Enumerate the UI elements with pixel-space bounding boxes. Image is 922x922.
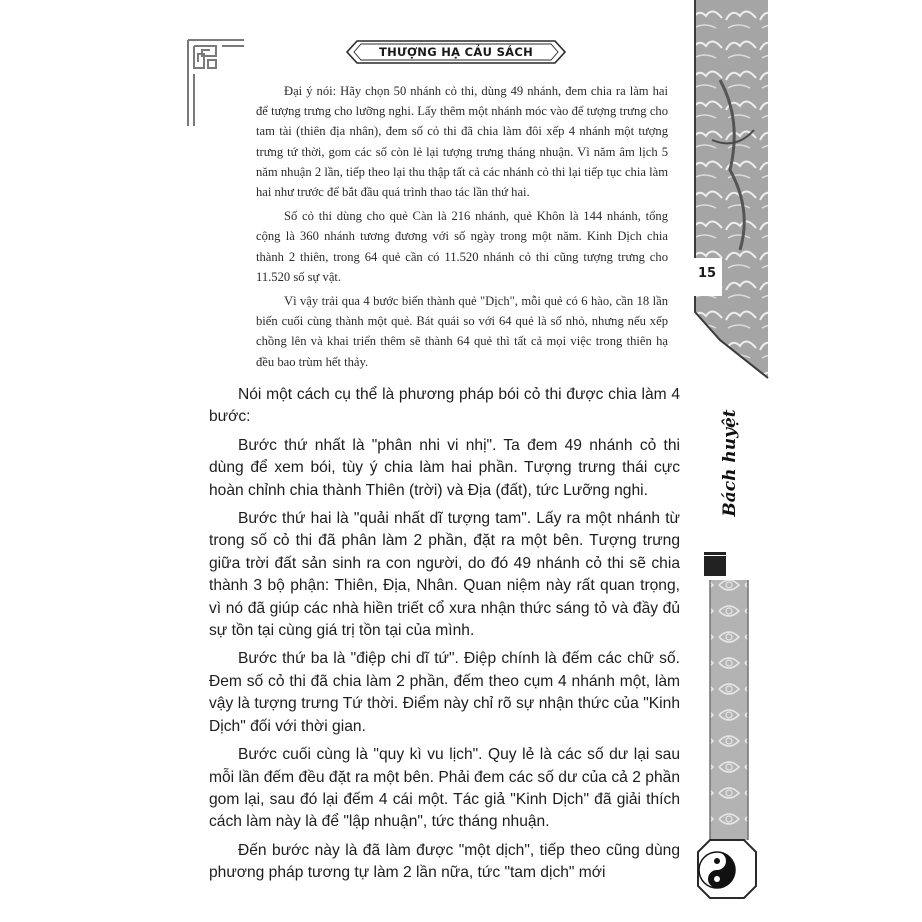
body-paragraph: Bước thứ ba là "điệp chi dĩ tứ". Điệp chính là đếm các chữ số. Đem số cỏ thi đã chia làm 2 phần, đếm theo cụm 4 nhánh một, làm vậy là tượng trưng Tứ thời. Điểm này chỉ rõ sự nhận thức của "Kinh Dịch" đối với thời gian. bbox=[209, 650, 680, 735]
main-body-text bbox=[209, 384, 680, 891]
running-header-title: THƯỢNG HẠ CẢU SÁCH bbox=[378, 45, 534, 59]
quote-paragraph: Vì vậy trải qua 4 bước biến thành quẻ "Dịch", mỗi quẻ có 6 hào, cần 18 lần biến cuối cùng thành một quẻ. Bát quái so với 64 quẻ là số nhỏ, nhưng nếu xếp chồng lên và khai triển thêm sẽ thành 64 quẻ thì tất cả mọi việc trong thiên hạ đều bao trùm hết thảy. bbox=[256, 294, 668, 369]
body-paragraph: Bước thứ hai là "quải nhất dĩ tượng tam". Lấy ra một nhánh từ trong số cỏ thi đã phân làm 2 phần, đặt ra một bên. Tượng trưng giữa trời đất sản sinh ra con người, do đó 49 nhánh cỏ thi sẽ chia thành 3 bộ phận: Thiên, Địa, Nhân. Quan niệm này rất quan trọng, vì nó đã giúp các nhà hiền triết cổ xưa nhận thức sáng tỏ và đầy đủ sự tồn tại cùng giá trị tồn tại của mình. bbox=[209, 510, 680, 640]
body-paragraph: Đến bước này là đã làm được "một dịch", tiếp theo cũng dùng phương pháp tương tự làm 2 lần nữa, tức "tam dịch" mới bbox=[209, 841, 680, 882]
body-paragraph: Nói một cách cụ thể là phương pháp bói cỏ thi được chia làm 4 bước: bbox=[209, 386, 680, 426]
corner-fret-ornament bbox=[186, 38, 246, 128]
body-paragraph: Bước cuối cùng là "quy kì vu lịch". Quy lẻ là các số dư lại sau mỗi lần đếm đều đặt ra một bên. Phải đem các số dư của cả 2 phần gom lại, sau đó lại đếm 4 cái một. Tác giả "Kinh Dịch" đã giải thích cách làm này là để "lập nhuận", tức tháng nhuận. bbox=[209, 746, 680, 831]
quote-paragraph: Đại ý nói: Hãy chọn 50 nhánh cỏ thi, dùng 49 nhánh, đem chia ra làm hai để tượng trưng cho lưỡng nghi. Lấy thêm một nhánh móc vào để tượng trưng cho tam tài (thiên địa nhân), đem số cỏ thi đã chia làm đôi xếp 4 nhánh một tượng trưng tứ thời, gom các số còn lẻ lại tượng trưng tháng nhuận. Vì năm âm lịch 5 năm nhuận 2 lần, tiếp theo lại thu thập tất cả các nhánh cỏ thi lại tiếp tục chia làm hai như trước để bắt đầu quá trình thao tác lần thứ hai. bbox=[256, 84, 668, 200]
quote-paragraph: Số cỏ thi dùng cho quẻ Càn là 216 nhánh, quẻ Khôn là 144 nhánh, tổng cộng là 360 nhánh tương đương với số ngày trong một năm. Kinh Dịch chia thành 2 thiên, trong 64 quẻ cần có 11.520 nhánh cỏ thi cũng tượng trưng cho 11.520 số sự vật. bbox=[256, 209, 668, 284]
page-number: 15 bbox=[697, 266, 717, 281]
yin-yang-icon bbox=[697, 850, 737, 890]
vertical-series-label: Bách huyệt bbox=[720, 409, 740, 517]
quoted-passage bbox=[256, 81, 668, 376]
header-banner bbox=[345, 38, 567, 66]
body-paragraph: Bước thứ nhất là "phân nhi vi nhị". Ta đem 49 nhánh cỏ thi dùng để xem bói, tùy ý chia làm hai phần. Tượng trưng thái cực hoàn chỉnh chia thành Thiên (trời) và Địa (đất), tức Lưỡng nghi. bbox=[209, 436, 680, 499]
